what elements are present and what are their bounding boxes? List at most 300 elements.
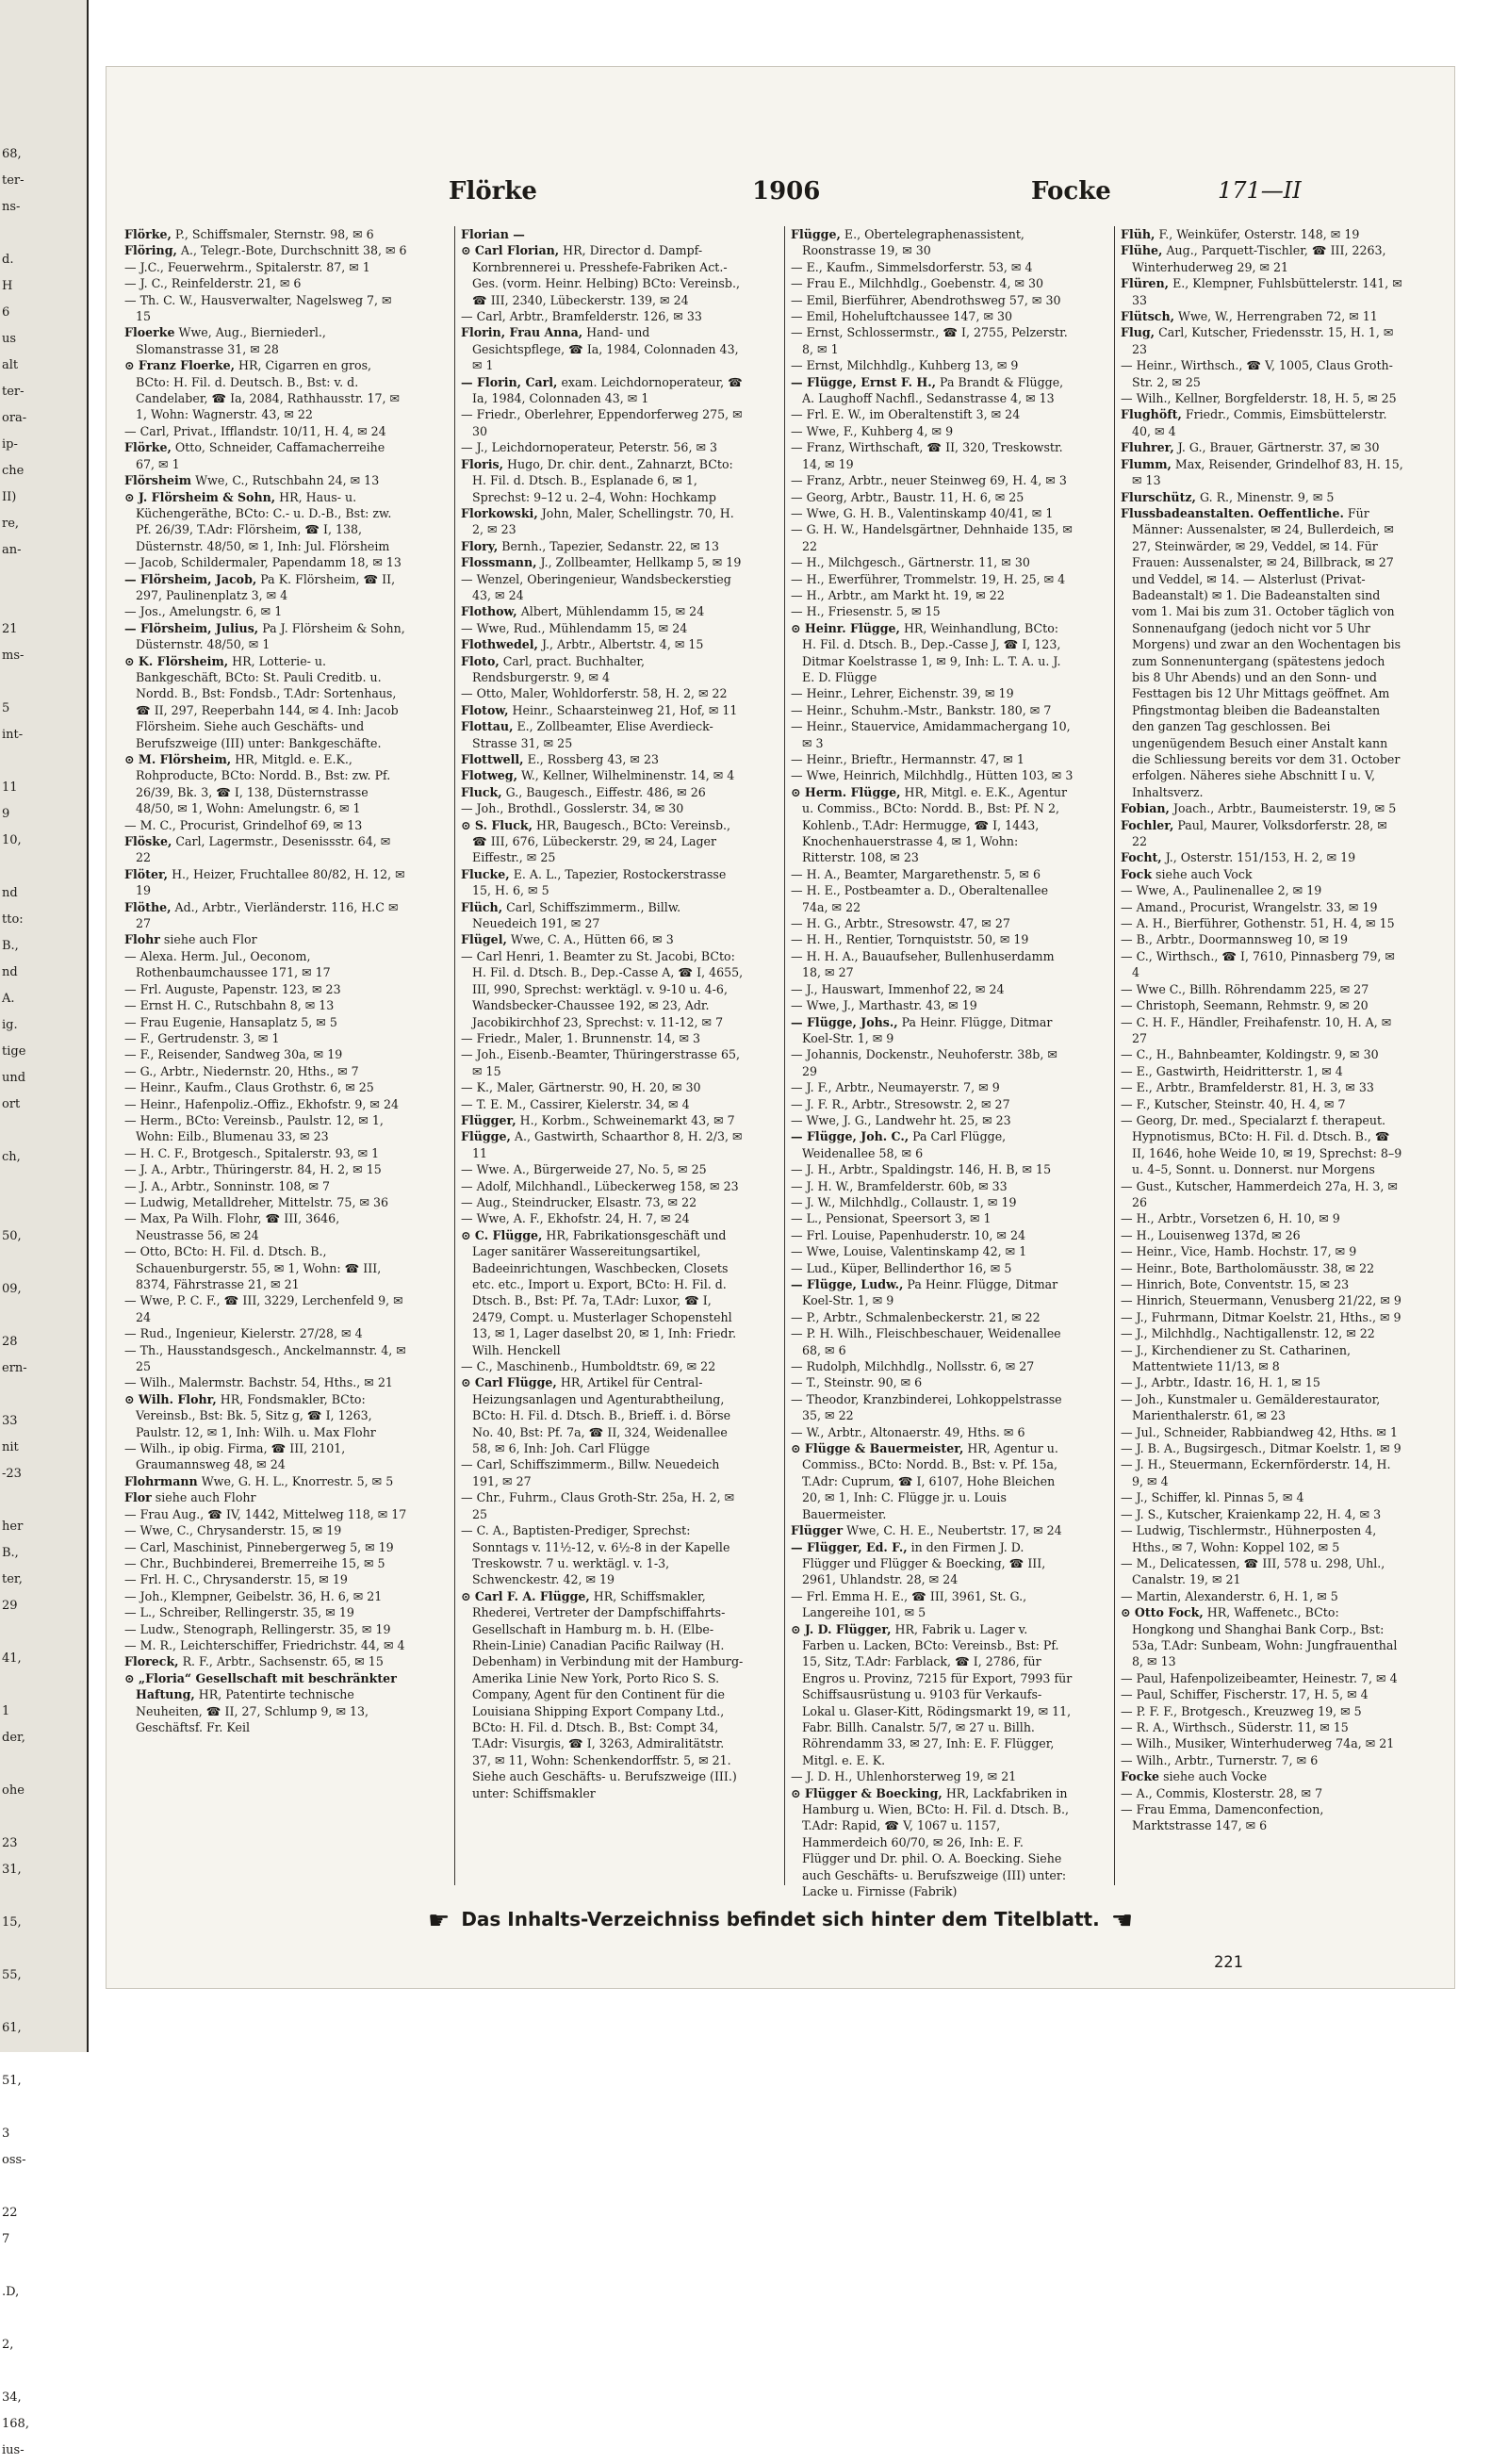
directory-entry: [1121, 1342, 1403, 1375]
entry-name: Flottwell,: [461, 752, 524, 766]
entry-name: —: [791, 407, 803, 422]
entry-details: Martin, Alexanderstr. 6, H. 1, ✉ 5: [1132, 1588, 1338, 1603]
directory-entry: [124, 1653, 407, 1669]
entry-details: Frl. E. W., im Oberaltenstift 3, ✉ 24: [802, 407, 1021, 422]
entry-details: H., Louisenweg 137d, ✉ 26: [1132, 1227, 1301, 1242]
entry-details: Frau Aug., ☎ IV, 1442, Mittelweg 118, ✉ 17: [136, 1506, 407, 1521]
entry-name: ⊙ Carl Florian,: [461, 243, 560, 258]
entry-details: Joh., Klempner, Geibelstr. 36, H. 6, ✉ 21: [136, 1588, 383, 1603]
directory-entry: [124, 948, 407, 981]
directory-entry: [461, 751, 744, 767]
entry-details: Adolf, Milchhandl., Lübeckerweg 158, ✉ 23: [472, 1178, 739, 1193]
entry-details: J. G., Brauer, Gärtnerstr. 37, ✉ 30: [1173, 440, 1380, 455]
directory-entry: [791, 1276, 1074, 1309]
entry-details: Wilh., Malermstr. Bachstr. 54, Hths., ✉ 21: [136, 1375, 393, 1390]
entry-name: ⊙ Herm. Flügge,: [791, 784, 901, 799]
directory-entry: [1121, 1079, 1403, 1095]
entry-details: Carl, Privat., Ifflandstr. 10/11, H. 4, ✉ 24: [136, 423, 386, 438]
entry-name: Fobian,: [1121, 801, 1170, 816]
entry-name: —: [791, 768, 803, 783]
entry-name: —: [1121, 1687, 1133, 1702]
edge-fragment: 29: [2, 1599, 18, 1613]
directory-entry: [1121, 505, 1403, 800]
entry-details: Georg, Dr. med., Specialarzt f. therapeut. Hypnotismus, BCto: H. Fil. d. Dtsch. B., ☎ II, 1646, hohe Weide 10, ✉ 19, Sprechst: 8–9 u. 4–5, Sonnt. u. Donnerst. nur Morgens: [1132, 1112, 1402, 1177]
directory-entry: [124, 1030, 407, 1046]
entry-name: — Florin, Carl,: [461, 374, 558, 389]
directory-entry: [791, 1096, 1074, 1112]
directory-entry: [124, 817, 407, 833]
edge-fragment: 3: [2, 2127, 10, 2141]
entry-name: —: [791, 1080, 803, 1095]
edge-fragment: [2, 854, 83, 880]
entry-name: Flothwedel,: [461, 637, 538, 652]
edge-fragment: der,: [2, 1731, 25, 1745]
edge-fragment: d.: [2, 253, 14, 267]
entry-details: HR, Schiffsmakler, Rhederei, Vertreter der Dampfschiffahrts-Gesellschaft in Hamburg m. b. H. (Elbe-Rhein-Linie) Canadian Pacific Railway (H. Debenham) in Verbindung mit der Hamburg-Amerika Linie New York, Porto Rico S. S. Company, Agent für den Continent für die Louisiana Shipping Export Company Ltd., BCto: H. Fil. d. Dtsch. B., Bst: Compt 34, T.Adr: Visurgis, ☎ I, 3263, Admiralitätstr. 37, ✉ 11, Wohn: Schenkendorffstr. 5, ✉ 21. Siehe auch Geschäfts- u. Berufszweige (III.) unter: Schiffsmakler: [472, 1588, 744, 1800]
entry-details: E., Rossberg 43, ✉ 23: [523, 752, 659, 766]
entry-details: G., Arbtr., Niedernstr. 20, Hths., ✉ 7: [136, 1063, 359, 1078]
edge-fragment: 23: [2, 1836, 18, 1850]
entry-name: —: [124, 1063, 137, 1078]
edge-fragment: II): [2, 490, 17, 504]
edge-fragment: [2, 1989, 83, 2015]
entry-name: —: [791, 1162, 803, 1177]
entry-details: H. C. F., Brotgesch., Spitalerstr. 93, ✉ 1: [136, 1145, 380, 1160]
entry-name: Flütsch,: [1121, 309, 1174, 324]
entry-details: J. B. A., Bugsirgesch., Ditmar Koelstr. 1, ✉ 9: [1132, 1441, 1401, 1456]
directory-entry: [124, 1079, 407, 1095]
edge-fragment: 09,: [2, 1282, 22, 1296]
entry-details: Ernst, Schlossermstr., ☎ I, 2755, Pelzerstr. 8, ✉ 1: [802, 325, 1068, 356]
entry-name: —: [124, 1375, 137, 1390]
edge-fragment: -23: [2, 1467, 22, 1481]
entry-name: —: [461, 1096, 473, 1111]
entry-details: Wilh., ip obig. Firma, ☎ III, 2101, Graumannsweg 48, ✉ 24: [136, 1441, 346, 1472]
entry-details: Alexa. Herm. Jul., Oeconom, Rothenbaumchaussee 171, ✉ 17: [136, 948, 331, 980]
directory-entry: [124, 275, 407, 291]
entry-details: J., Hauswart, Immenhof 22, ✉ 24: [802, 981, 1005, 996]
directory-entry: [791, 1161, 1074, 1177]
entry-details: Wilh., Musiker, Winterhuderweg 74a, ✉ 21: [1132, 1736, 1395, 1751]
directory-entry: [124, 489, 407, 555]
entry-details: Hand- und Gesichtspflege, ☎ Ia, 1984, Colonnaden 43, ✉ 1: [472, 325, 739, 373]
entry-details: C. H. F., Händler, Freihafenstr. 10, H. A, ✉ 27: [1132, 1014, 1392, 1045]
entry-name: —: [791, 259, 803, 274]
entry-details: Gust., Kutscher, Hammerdeich 27a, H. 3, ✉ 26: [1132, 1178, 1398, 1209]
entry-name: —: [1121, 948, 1133, 963]
directory-entry: [1121, 948, 1403, 981]
entry-name: ⊙ Wilh. Flohr,: [124, 1391, 217, 1406]
entry-details: Heinr., Wirthsch., ☎ V, 1005, Claus Groth-Str. 2, ✉ 25: [1132, 358, 1393, 389]
entry-name: —: [1121, 1391, 1133, 1406]
entry-details: Carl, pract. Buchhalter, Rendsburgerstr. 9, ✉ 4: [472, 653, 645, 684]
directory-entry: [791, 1128, 1074, 1161]
entry-details: Ludwig, Tischlermstr., Hühnerposten 4, Hths., ✉ 7, Wohn: Koppel 102, ✉ 5: [1132, 1523, 1377, 1554]
entry-details: Pa J. Flörsheim & Sohn, Düsternstr. 48/50, ✉ 1: [136, 620, 405, 652]
entry-name: —: [791, 702, 803, 717]
directory-entry: [791, 751, 1074, 767]
entry-name: —: [1121, 981, 1133, 996]
directory-entry: [124, 439, 407, 472]
directory-entry: [1121, 1227, 1403, 1243]
entry-details: H., Milchgesch., Gärtnerstr. 11, ✉ 30: [802, 555, 1030, 570]
directory-entry: [1121, 800, 1403, 816]
entry-details: Emil, Hoheluftchaussee 147, ✉ 30: [802, 309, 1013, 324]
entry-name: Florkowski,: [461, 505, 538, 520]
edge-fragment: ns-: [2, 200, 21, 214]
directory-entry: [461, 1161, 744, 1177]
entry-details: Wwe, G. H. B., Valentinskamp 40/41, ✉ 1: [802, 505, 1054, 520]
entry-details: H., Friesenstr. 5, ✉ 15: [802, 604, 941, 619]
directory-entry: [791, 406, 1074, 422]
edge-fragment: 28: [2, 1335, 18, 1349]
entry-details: W., Arbtr., Altonaerstr. 49, Hths. ✉ 6: [802, 1424, 1025, 1439]
entry-details: Heinr., Schaarsteinweg 21, Hof, ✉ 11: [508, 702, 738, 717]
entry-name: —: [124, 1621, 137, 1636]
entry-name: —: [461, 1490, 473, 1505]
entry-name: —: [1121, 1096, 1133, 1111]
directory-entry: [124, 1046, 407, 1062]
running-header: [106, 177, 1455, 215]
entry-name: —: [461, 1080, 473, 1095]
entry-details: Heinr., Stauervice, Amidammachergang 10, ✉ 3: [802, 719, 1071, 750]
entry-details: Otto, Maler, Wohldorferstr. 58, H. 2, ✉ 22: [472, 686, 728, 701]
edge-fragment: [2, 1382, 83, 1408]
directory-entry: [461, 1178, 744, 1194]
entry-details: E., Gastwirth, Heidritterstr. 1, ✉ 4: [1132, 1063, 1343, 1078]
entry-name: —: [1121, 1047, 1133, 1062]
entry-details: Heinr., Lehrer, Eichenstr. 39, ✉ 19: [802, 686, 1014, 701]
entry-name: —: [791, 1588, 803, 1603]
directory-entry: [461, 1489, 744, 1522]
entry-details: Pa K. Flörsheim, ☎ II, 297, Paulinenplatz 3, ✉ 4: [136, 571, 396, 602]
entry-details: J. S., Kutscher, Kraienkamp 22, H. 4, ✉ 3: [1132, 1506, 1382, 1521]
entry-details: Wwe, F., Kuhberg 4, ✉ 9: [802, 423, 954, 438]
entry-details: Joach., Arbtr., Baumeisterstr. 19, ✉ 5: [1169, 801, 1397, 816]
entry-details: siehe auch Vocke: [1159, 1769, 1268, 1784]
directory-entry: [124, 751, 407, 817]
entry-name: —: [124, 1506, 137, 1521]
entry-details: F., Gertrudenstr. 3, ✉ 1: [136, 1030, 280, 1045]
entry-name: —: [791, 948, 803, 963]
directory-entry: [791, 1621, 1074, 1769]
directory-entry: [461, 554, 744, 570]
directory-entry: [1121, 1276, 1403, 1292]
entry-name: Flory,: [461, 538, 499, 553]
column-1: [124, 226, 407, 1885]
entry-name: ⊙ K. Flörsheim,: [124, 653, 229, 668]
entry-name: —: [791, 1309, 803, 1324]
entry-details: Christoph, Seemann, Rehmstr. 9, ✉ 20: [1132, 998, 1369, 1013]
directory-entry: [461, 538, 744, 554]
entry-name: —: [1121, 358, 1133, 373]
entry-name: —: [124, 555, 137, 570]
entry-name: —: [791, 358, 803, 373]
entry-name: —: [461, 1178, 473, 1193]
entry-details: R. F., Arbtr., Sachsenstr. 65, ✉ 15: [178, 1654, 384, 1669]
edge-fragment: [2, 1751, 83, 1778]
entry-name: Flotow,: [461, 702, 509, 717]
entry-details: Ernst, Milchhdlg., Kuhberg 13, ✉ 9: [802, 358, 1019, 373]
entry-name: Flug,: [1121, 325, 1156, 340]
directory-entry: [791, 1309, 1074, 1325]
edge-fragment: A.: [2, 992, 15, 1006]
entry-details: HR, Patentirte technische Neuheiten, ☎ II, 27, Schlump 9, ✉ 13, Geschäftsf. Fr. Keil: [136, 1687, 369, 1734]
directory-entry: [791, 1046, 1074, 1079]
directory-entry: [791, 981, 1074, 997]
directory-entry: [791, 357, 1074, 373]
entry-details: Johannis, Dockenstr., Neuhoferstr. 38b, ✉ 29: [802, 1047, 1057, 1078]
entry-name: —: [791, 981, 803, 996]
entry-name: —: [791, 1244, 803, 1259]
directory-entry: [1121, 489, 1403, 505]
entry-details: H., Korbm., Schweinemarkt 43, ✉ 7: [516, 1112, 735, 1127]
entry-details: Chr., Fuhrm., Claus Groth-Str. 25a, H. 2, ✉ 25: [472, 1490, 735, 1521]
edge-fragment: oss-: [2, 2153, 26, 2167]
edge-fragment: [2, 221, 83, 247]
directory-entry: [124, 1571, 407, 1587]
entry-details: H. A., Beamter, Margarethenstr. 5, ✉ 6: [802, 866, 1041, 881]
entry-details: Albert, Mühlendamm 15, ✉ 24: [516, 604, 705, 619]
entry-name: —: [791, 1769, 803, 1784]
edge-fragment: ora-: [2, 411, 27, 425]
entry-name: —: [791, 686, 803, 701]
directory-entry: [124, 423, 407, 439]
directory-entry: [124, 1145, 407, 1161]
edge-fragment: [2, 1672, 83, 1699]
entry-name: —: [124, 1211, 137, 1226]
entry-name: Flüh,: [1121, 227, 1156, 241]
directory-entry: [461, 1227, 744, 1358]
directory-entry: [791, 571, 1074, 587]
directory-entry: [791, 1260, 1074, 1276]
entry-name: —: [1121, 1523, 1133, 1538]
directory-entry: [791, 423, 1074, 439]
directory-entry: [1121, 1719, 1403, 1735]
entry-details: Wwe C., Billh. Röhrendamm 225, ✉ 27: [1132, 981, 1369, 996]
entry-details: Ludw., Stenograph, Rellingerstr. 35, ✉ 19: [136, 1621, 391, 1636]
entry-name: —: [124, 604, 137, 619]
header-first-name: Flörke: [449, 177, 537, 205]
directory-entry: [791, 1178, 1074, 1194]
directory-entry: [791, 620, 1074, 686]
directory-entry: [1121, 1670, 1403, 1686]
entry-details: E., Obertelegraphenassistent, Roonstrasse 19, ✉ 30: [802, 227, 1024, 258]
entry-name: —: [124, 1096, 137, 1111]
entry-details: J. A., Arbtr., Sonninstr. 108, ✉ 7: [136, 1178, 331, 1193]
entry-name: ⊙ Heinr. Flügge,: [791, 620, 900, 635]
entry-name: —: [791, 1260, 803, 1275]
directory-entry: [461, 899, 744, 932]
directory-entry: [791, 275, 1074, 291]
directory-entry: [124, 1506, 407, 1522]
entry-name: —: [791, 866, 803, 881]
entry-details: Paul, Hafenpolizeibeamter, Heinestr. 7, ✉ 4: [1132, 1670, 1398, 1685]
entry-details: Friedr., Commis, Eimsbüttelerstr. 40, ✉ 4: [1132, 407, 1387, 438]
entry-name: —: [1121, 1244, 1133, 1259]
entry-details: R. A., Wirthsch., Süderstr. 11, ✉ 15: [1132, 1719, 1349, 1734]
entry-details: HR, Baugesch., BCto: Vereinsb., ☎ III, 676, Lübeckerstr. 29, ✉ 24, Lager Eiffestr., ✉ 25: [472, 817, 731, 865]
entry-name: —: [124, 1178, 137, 1193]
entry-name: Floreck,: [124, 1654, 179, 1669]
entry-details: Wwe, Aug., Bierniederl., Slomanstrasse 31, ✉ 28: [136, 325, 326, 356]
entry-details: K., Maler, Gärtnerstr. 90, H. 20, ✉ 30: [472, 1080, 701, 1095]
entry-details: HR, Haus- u. Küchengeräthe, BCto: C.- u. D.-B., Bst: zw. Pf. 26/39, T.Adr: Flörsheim, ☎ I, 138, Düsternstr. 48/50, ✉ 1, Inh: Jul. Flörsheim: [136, 489, 392, 553]
directory-entry: [124, 1522, 407, 1538]
directory-entry: [1121, 308, 1403, 324]
directory-entry: [791, 554, 1074, 570]
directory-entry: [791, 521, 1074, 554]
directory-entry: [461, 505, 744, 538]
directory-entry: [461, 620, 744, 636]
directory-entry: [1121, 357, 1403, 390]
entry-details: HR, Mitgl. e. E.K., Agentur u. Commiss., BCto: Nordd. B., Bst: Pf. N 2, Kohlenb., T.Adr: Hermugge, ☎ I, 1443, Knochenhauerstrasse 4, ✉ 1, Wohn: Ritterstr. 108, ✉ 23: [802, 784, 1068, 865]
entry-details: Wwe, C., Chrysanderstr. 15, ✉ 19: [136, 1523, 342, 1538]
entry-name: —: [124, 1572, 137, 1587]
entry-details: J. F., Arbtr., Neumayerstr. 7, ✉ 9: [802, 1080, 1000, 1095]
entry-columns: [124, 226, 1446, 1899]
directory-entry: [124, 1210, 407, 1243]
directory-entry: [791, 1112, 1074, 1128]
edge-fragment: her: [2, 1519, 24, 1534]
entry-details: Franz, Arbtr., neuer Steinweg 69, H. 4, ✉ 3: [802, 473, 1067, 488]
entry-name: —: [1121, 899, 1133, 914]
page-number: 221: [1214, 1953, 1243, 1972]
directory-entry: [1121, 1752, 1403, 1768]
entry-details: Theodor, Kranzbinderei, Lohkoppelstrasse 35, ✉ 22: [802, 1391, 1062, 1423]
directory-entry: [124, 1588, 407, 1604]
edge-fragment: nd: [2, 886, 18, 900]
directory-entry: [461, 718, 744, 751]
directory-entry: [1121, 390, 1403, 406]
directory-entry: [461, 800, 744, 816]
entry-details: T., Steinstr. 90, ✉ 6: [802, 1375, 923, 1390]
directory-entry: [791, 997, 1074, 1013]
directory-entry: [461, 226, 744, 242]
column-2: [454, 226, 744, 1885]
entry-details: siehe auch Flor: [159, 932, 257, 947]
entry-name: Fluhrer,: [1121, 440, 1174, 455]
directory-entry: [791, 292, 1074, 308]
edge-fragment: ohe: [2, 1783, 25, 1798]
directory-entry: [124, 472, 407, 488]
directory-entry: [791, 439, 1074, 472]
directory-entry: [461, 324, 744, 373]
edge-fragment: ch,: [2, 1150, 21, 1164]
entry-details: HR, Fondsmakler, BCto: Vereinsb., Bst: Bk. 5, Sitz g, ☎ I, 1263, Paulstr. 12, ✉ 1, Inh: Wilh. u. Max Flohr: [136, 1391, 376, 1439]
directory-entry: [461, 784, 744, 800]
entry-name: —: [1121, 1736, 1133, 1751]
entry-name: Floerke: [124, 325, 175, 340]
edge-fragment: [2, 2306, 83, 2332]
directory-entry: [1121, 1374, 1403, 1390]
directory-entry: [791, 948, 1074, 981]
entry-details: HR, Lotterie- u. Bankgeschäft, BCto: St. Pauli Creditb. u. Nordd. B., Bst: Fondsb., T.Adr: Sortenhaus, ☎ II, 297, Reeperbahn 144, ✉ 4. Inh: Jacob Flörsheim. Siehe auch Geschäfts- und Berufszweige (III) unter: Bankgeschäfte.: [136, 653, 399, 750]
directory-entry: [1121, 1440, 1403, 1456]
edge-fragment: 1: [2, 1704, 10, 1718]
entry-name: — Flügge, Ludw.,: [791, 1277, 904, 1291]
edge-fragment: 51,: [2, 2074, 22, 2088]
entry-details: L., Pensionat, Speersort 3, ✉ 1: [802, 1211, 992, 1226]
edge-fragment: [2, 1303, 83, 1329]
entry-name: —: [1121, 1178, 1133, 1193]
entry-details: A., Telegr.-Bote, Durchschnitt 38, ✉ 6: [176, 243, 407, 258]
directory-entry: [124, 866, 407, 899]
directory-entry: [461, 948, 744, 1030]
directory-entry: [461, 1079, 744, 1095]
entry-details: A. H., Bierführer, Gothenstr. 51, H. 4, ✉ 15: [1132, 916, 1395, 931]
entry-details: Jos., Amelungstr. 6, ✉ 1: [136, 604, 283, 619]
edge-fragment: ort: [2, 1097, 21, 1111]
directory-entry: [791, 1391, 1074, 1424]
entry-name: —: [791, 473, 803, 488]
directory-entry: [461, 571, 744, 604]
entry-name: Flöring,: [124, 243, 177, 258]
entry-name: —: [461, 440, 473, 455]
entry-name: — Flörsheim, Jacob,: [124, 571, 257, 586]
entry-name: —: [1121, 1227, 1133, 1242]
directory-entry: [1121, 1555, 1403, 1588]
entry-name: Florian —: [461, 227, 525, 241]
directory-entry: [124, 1161, 407, 1177]
edge-fragment: 9: [2, 807, 10, 821]
entry-name: —: [461, 1457, 473, 1472]
entry-name: Fluck,: [461, 784, 502, 799]
entry-name: —: [791, 1359, 803, 1374]
entry-name: Flohr: [124, 932, 160, 947]
entry-details: Wwe, J., Marthastr. 43, ✉ 19: [802, 998, 977, 1013]
directory-entry: [791, 324, 1074, 357]
entry-details: B., Arbtr., Doormannsweg 10, ✉ 19: [1132, 932, 1349, 947]
entry-name: —: [791, 752, 803, 766]
directory-entry: [1121, 1046, 1403, 1062]
entry-name: —: [124, 1145, 137, 1160]
edge-fragment: B.,: [2, 1546, 19, 1560]
entry-name: —: [124, 1588, 137, 1603]
directory-entry: [124, 1670, 407, 1736]
entry-details: G. R., Minenstr. 9, ✉ 5: [1195, 489, 1335, 504]
header-last-name: Focke: [1031, 177, 1111, 205]
entry-name: —: [461, 1359, 473, 1374]
entry-details: L., Schreiber, Rellingerstr. 35, ✉ 19: [136, 1605, 354, 1620]
directory-entry: [461, 1374, 744, 1456]
entry-details: H. G., Arbtr., Stresowstr. 47, ✉ 27: [802, 916, 1010, 931]
edge-fragment: 55,: [2, 1968, 22, 1982]
entry-details: Th. C. W., Hausverwalter, Nagelsweg 7, ✉ 15: [136, 292, 392, 324]
entry-name: —: [124, 1293, 137, 1308]
entry-details: J., Osterstr. 151/153, H. 2, ✉ 19: [1161, 850, 1356, 865]
directory-entry: [1121, 1243, 1403, 1259]
entry-name: ⊙ M. Flörsheim,: [124, 752, 232, 766]
entry-name: Florin, Frau Anna,: [461, 325, 583, 340]
entry-name: —: [1121, 883, 1133, 898]
entry-name: —: [461, 309, 473, 324]
entry-name: —: [791, 1194, 803, 1209]
edge-fragment: ig.: [2, 1018, 18, 1032]
entry-details: E., Arbtr., Bramfelderstr. 81, H. 3, ✉ 33: [1132, 1080, 1374, 1095]
directory-entry: [461, 1030, 744, 1046]
edge-fragment: [2, 2042, 83, 2068]
entry-details: Frau Emma, Damenconfection, Marktstrasse 147, ✉ 6: [1132, 1802, 1324, 1833]
entry-name: Flughöft,: [1121, 407, 1182, 422]
entry-details: Paul, Maurer, Volksdorferstr. 28, ✉ 22: [1132, 817, 1387, 849]
entry-name: —: [1121, 1326, 1133, 1341]
directory-entry: [791, 931, 1074, 947]
entry-name: —: [1121, 1703, 1133, 1718]
directory-entry: [461, 439, 744, 455]
entry-name: —: [124, 1244, 137, 1259]
entry-details: J., Arbtr., Idastr. 16, H. 1, ✉ 15: [1132, 1375, 1320, 1390]
